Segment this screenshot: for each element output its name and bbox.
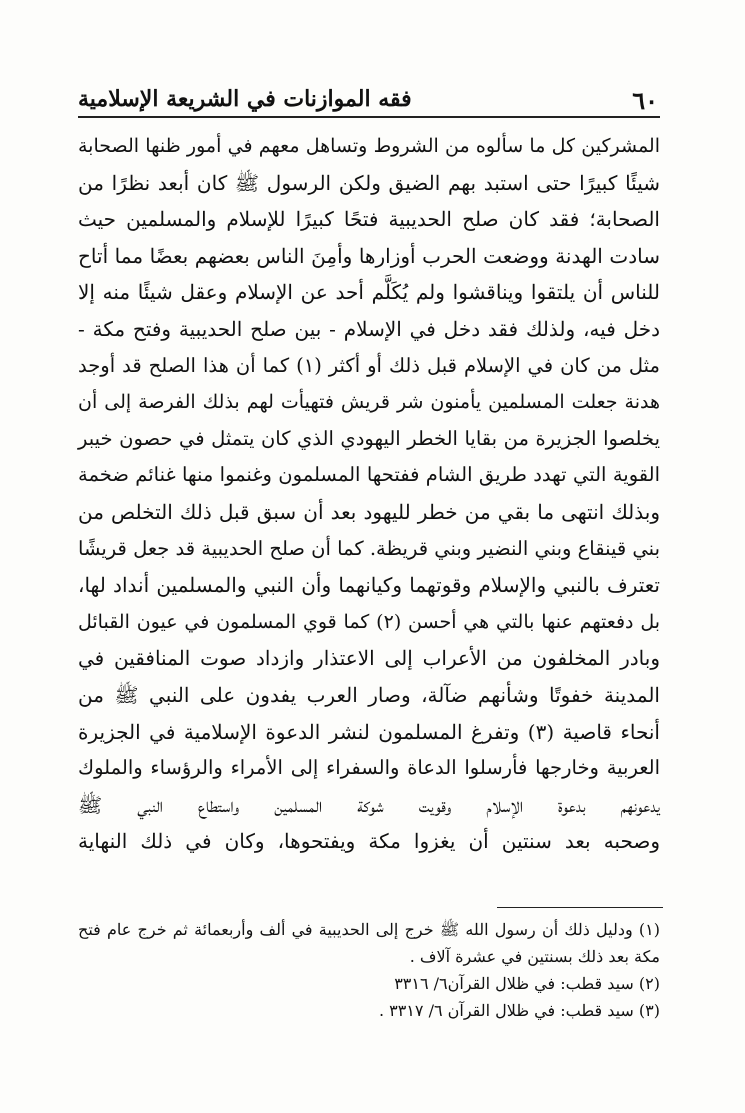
footnotes: [78, 916, 660, 1024]
footnote-line: (٢) سيد قطب: في ظلال القرآن٦/ ٣٣١٦: [394, 974, 660, 993]
running-title: فقه الموازنات في الشريعة الإسلامية: [78, 86, 412, 112]
text-line: وبذلك انتهى ما بقي من خطر لليهود بعد أن سبق قبل ذلك التخلص من: [78, 499, 660, 524]
body-text: [78, 128, 660, 860]
text-line: دخل فيه، ولذلك فقد دخل في الإسلام - بين صلح الحديبية وفتح مكة -: [78, 316, 660, 341]
text-line: العربية وخارجها فأرسلوا الدعاة والسفراء إلى الأمراء والرؤساء والملوك: [78, 756, 660, 780]
text-line: يخلصوا الجزيرة من بقايا الخطر اليهودي الذي كان يتمثل في حصون خيبر: [78, 426, 660, 450]
text-line: مثل من كان في الإسلام قبل ذلك أو أكثر (١) كما أن هذا الصلح قد أوجد: [78, 353, 660, 377]
text-line: المشركين كل ما سألوه من الشروط وتساهل معهم في أمور ظنها الصحابة: [78, 135, 660, 157]
text-line: يدعونهم بدعوة الإسلام وقويت شوكة المسلمين واستطاع النبي ﷺ: [78, 792, 660, 817]
footnote-line: (١) ودليل ذلك أن رسول الله ﷺ خرج إلى الحديبية في ألف وأربعمائة ثم خرج عام فتح: [78, 920, 660, 939]
text-line: وصحبه بعد سنتين أن يغزوا مكة ويفتحوها، وكان في ذلك النهاية: [78, 829, 661, 854]
text-line: أنحاء قاصية (٣) وتفرغ المسلمون لنشر الدعوة الإسلامية في الجزيرة: [78, 719, 660, 744]
text-line: شيئًا كبيرًا حتى استبد بهم الضيق ولكن الرسول ﷺ كان أبعد نظرًا من: [78, 170, 660, 195]
text-line: الصحابة؛ فقد كان صلح الحديبية فتحًا كبيرًا للإسلام والمسلمين حيث: [78, 207, 660, 232]
page-header: [78, 84, 660, 118]
footnote-line: مكة بعد ذلك بسنتين في عشرة آلاف .: [409, 947, 660, 966]
page-number: ٦٠: [632, 86, 658, 115]
text-line: القوية التي تهدد طريق الشام ففتحها المسلمون وغنموا منها غنائم ضخمة: [78, 463, 660, 487]
text-line: سادت الهدنة ووضعت الحرب أوزارها وأمِنَ الناس بعضهم بعضًا مما أتاح: [78, 243, 660, 268]
text-line: المدينة خفوتًا وشأنهم ضآلة، وصار العرب يفدون على النبي ﷺ من: [78, 682, 660, 707]
footnote-divider: [497, 907, 663, 908]
text-line: هدنة جعلت المسلمين يأمنون شر قريش فتهيأت لهم بذلك الفرصة إلى أن: [78, 391, 660, 414]
text-line: وبادر المخلفون من الأعراب إلى الاعتذار وازداد صوت المنافقين في: [78, 646, 660, 671]
footnote-line: (٣) سيد قطب: في ظلال القرآن ٦/ ٣٣١٧ .: [378, 1001, 660, 1020]
text-line: بني قينقاع وبني النضير وبني قريظة. كما أن صلح الحديبية قد جعل قريشًا: [78, 536, 660, 560]
text-line: بل دفعتهم عنها بالتي هي أحسن (٢) كما قوي المسلمون في عيون القبائل: [78, 610, 660, 633]
text-line: تعترف بالنبي والإسلام وقوتهما وكيانهما وأن النبي والمسلمين أنداد لها،: [78, 573, 660, 598]
text-line: للناس أن يلتقوا ويناقشوا ولم يُكَلَّم أحد عن الإسلام وعقل شيئًا منه إلا: [78, 280, 660, 305]
